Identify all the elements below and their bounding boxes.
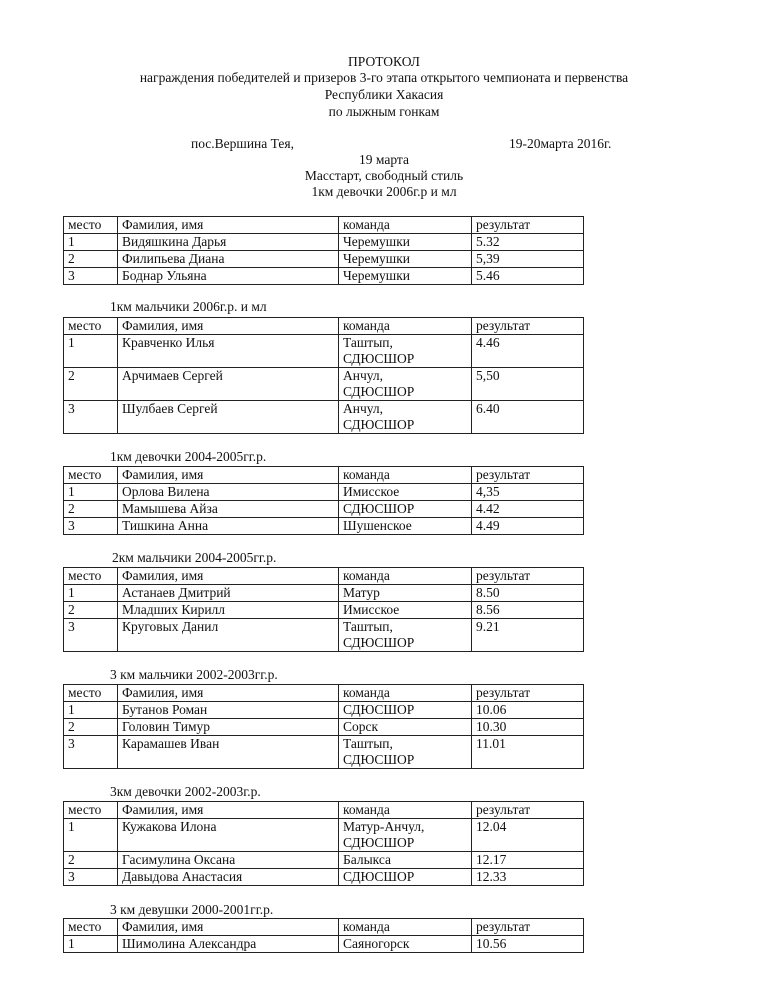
column-header-result: результат bbox=[472, 685, 584, 702]
column-header-name: Фамилия, имя bbox=[118, 318, 339, 335]
cell-result: 4,35 bbox=[472, 484, 584, 501]
cell-place: 2 bbox=[64, 251, 118, 268]
results-table-2 bbox=[63, 317, 584, 434]
cell-athlete-name: Шулбаев Сергей bbox=[118, 401, 339, 434]
cell-athlete-name: Бутанов Роман bbox=[118, 702, 339, 719]
cell-result: 5,50 bbox=[472, 368, 584, 401]
cell-place: 3 bbox=[64, 736, 118, 769]
cell-result: 5.46 bbox=[472, 268, 584, 285]
table-row bbox=[64, 368, 584, 401]
cell-athlete-name: Астанаев Дмитрий bbox=[118, 585, 339, 602]
column-header-result: результат bbox=[472, 467, 584, 484]
cell-athlete-name: Арчимаев Сергей bbox=[118, 368, 339, 401]
cell-team: Черемушки bbox=[339, 234, 472, 251]
table-header-row bbox=[64, 217, 584, 234]
section-caption-5: 3 км мальчики 2002-2003гг.р. bbox=[110, 667, 278, 682]
section-caption-6: 3км девочки 2002-2003г.р. bbox=[110, 784, 261, 799]
cell-team: Анчул, СДЮСШОР bbox=[339, 368, 472, 401]
protocol-subtitle-line1: награждения победителей и призеров 3-го этапа открытого чемпионата и первенства bbox=[139, 70, 629, 85]
cell-place: 1 bbox=[64, 819, 118, 852]
cell-result: 12.04 bbox=[472, 819, 584, 852]
cell-place: 3 bbox=[64, 401, 118, 434]
column-header-name: Фамилия, имя bbox=[118, 802, 339, 819]
table-row bbox=[64, 719, 584, 736]
column-header-result: результат bbox=[472, 568, 584, 585]
cell-athlete-name: Тишкина Анна bbox=[118, 518, 339, 535]
cell-team: Таштып, СДЮСШОР bbox=[339, 736, 472, 769]
column-header-name: Фамилия, имя bbox=[118, 217, 339, 234]
results-table-1 bbox=[63, 216, 584, 285]
column-header-name: Фамилия, имя bbox=[118, 467, 339, 484]
cell-team: СДЮСШОР bbox=[339, 501, 472, 518]
table-header-row bbox=[64, 802, 584, 819]
cell-team: Черемушки bbox=[339, 251, 472, 268]
table-row bbox=[64, 335, 584, 368]
table-row bbox=[64, 518, 584, 535]
column-header-name: Фамилия, имя bbox=[118, 919, 339, 936]
cell-athlete-name: Карамашев Иван bbox=[118, 736, 339, 769]
cell-athlete-name: Видяшкина Дарья bbox=[118, 234, 339, 251]
cell-athlete-name: Гасимулина Оксана bbox=[118, 852, 339, 869]
cell-athlete-name: Мамышева Айза bbox=[118, 501, 339, 518]
column-header-team: команда bbox=[339, 919, 472, 936]
event-location: пос.Вершина Тея, bbox=[191, 136, 294, 151]
cell-place: 3 bbox=[64, 619, 118, 652]
table-row bbox=[64, 602, 584, 619]
cell-place: 2 bbox=[64, 602, 118, 619]
column-header-result: результат bbox=[472, 217, 584, 234]
cell-place: 3 bbox=[64, 268, 118, 285]
event-style: Масстарт, свободный стиль bbox=[304, 168, 464, 183]
cell-athlete-name: Кужакова Илона bbox=[118, 819, 339, 852]
table-row bbox=[64, 585, 584, 602]
table-row bbox=[64, 702, 584, 719]
table-row bbox=[64, 619, 584, 652]
column-header-place: место bbox=[64, 318, 118, 335]
section-caption-7: 3 км девушки 2000-2001гг.р. bbox=[110, 902, 274, 917]
table-header-row bbox=[64, 318, 584, 335]
table-row bbox=[64, 501, 584, 518]
cell-team: Матур-Анчул, СДЮСШОР bbox=[339, 819, 472, 852]
cell-place: 3 bbox=[64, 518, 118, 535]
cell-athlete-name: Головин Тимур bbox=[118, 719, 339, 736]
cell-place: 2 bbox=[64, 852, 118, 869]
cell-result: 5,39 bbox=[472, 251, 584, 268]
cell-athlete-name: Круговых Данил bbox=[118, 619, 339, 652]
section-caption-3: 1км девочки 2004-2005гг.р. bbox=[110, 449, 267, 464]
cell-result: 4.46 bbox=[472, 335, 584, 368]
cell-place: 1 bbox=[64, 702, 118, 719]
cell-athlete-name: Филипьева Диана bbox=[118, 251, 339, 268]
results-table-5 bbox=[63, 684, 584, 769]
cell-place: 2 bbox=[64, 368, 118, 401]
section-caption-2: 1км мальчики 2006г.р. и мл bbox=[110, 299, 267, 314]
cell-place: 3 bbox=[64, 869, 118, 886]
cell-team: Саяногорск bbox=[339, 936, 472, 953]
cell-athlete-name: Кравченко Илья bbox=[118, 335, 339, 368]
cell-result: 8.56 bbox=[472, 602, 584, 619]
cell-team: Матур bbox=[339, 585, 472, 602]
column-header-name: Фамилия, имя bbox=[118, 685, 339, 702]
column-header-team: команда bbox=[339, 685, 472, 702]
column-header-result: результат bbox=[472, 318, 584, 335]
cell-team: Таштып, СДЮСШОР bbox=[339, 619, 472, 652]
protocol-subtitle-line2: Республики Хакасия bbox=[324, 87, 444, 102]
cell-result: 10.30 bbox=[472, 719, 584, 736]
table-row bbox=[64, 234, 584, 251]
column-header-place: место bbox=[64, 802, 118, 819]
cell-team: Имисское bbox=[339, 484, 472, 501]
section-caption-1: 1км девочки 2006г.р и мл bbox=[311, 184, 457, 199]
table-row bbox=[64, 869, 584, 886]
column-header-team: команда bbox=[339, 802, 472, 819]
table-row bbox=[64, 852, 584, 869]
cell-team: Анчул, СДЮСШОР bbox=[339, 401, 472, 434]
cell-athlete-name: Давыдова Анастасия bbox=[118, 869, 339, 886]
table-row bbox=[64, 251, 584, 268]
cell-result: 5.32 bbox=[472, 234, 584, 251]
cell-result: 10.56 bbox=[472, 936, 584, 953]
column-header-team: команда bbox=[339, 467, 472, 484]
table-row bbox=[64, 936, 584, 953]
cell-result: 12.17 bbox=[472, 852, 584, 869]
table-header-row bbox=[64, 685, 584, 702]
results-table-6 bbox=[63, 801, 584, 886]
cell-place: 1 bbox=[64, 484, 118, 501]
table-row bbox=[64, 736, 584, 769]
column-header-result: результат bbox=[472, 802, 584, 819]
cell-result: 8.50 bbox=[472, 585, 584, 602]
column-header-team: команда bbox=[339, 217, 472, 234]
section-caption-4: 2км мальчики 2004-2005гг.р. bbox=[112, 550, 277, 565]
cell-result: 4.42 bbox=[472, 501, 584, 518]
column-header-place: место bbox=[64, 919, 118, 936]
column-header-result: результат bbox=[472, 919, 584, 936]
cell-team: Сорск bbox=[339, 719, 472, 736]
table-row bbox=[64, 268, 584, 285]
column-header-team: команда bbox=[339, 318, 472, 335]
cell-result: 10.06 bbox=[472, 702, 584, 719]
cell-athlete-name: Орлова Вилена bbox=[118, 484, 339, 501]
cell-team: СДЮСШОР bbox=[339, 702, 472, 719]
cell-team: Таштып, СДЮСШОР bbox=[339, 335, 472, 368]
protocol-title: ПРОТОКОЛ bbox=[348, 54, 420, 69]
cell-result: 6.40 bbox=[472, 401, 584, 434]
results-table-3 bbox=[63, 466, 584, 535]
cell-team: Имисское bbox=[339, 602, 472, 619]
cell-athlete-name: Младших Кирилл bbox=[118, 602, 339, 619]
cell-place: 1 bbox=[64, 335, 118, 368]
table-row bbox=[64, 401, 584, 434]
table-header-row bbox=[64, 919, 584, 936]
results-table-4 bbox=[63, 567, 584, 652]
table-row bbox=[64, 484, 584, 501]
column-header-place: место bbox=[64, 568, 118, 585]
cell-place: 2 bbox=[64, 501, 118, 518]
column-header-team: команда bbox=[339, 568, 472, 585]
cell-result: 9.21 bbox=[472, 619, 584, 652]
table-header-row bbox=[64, 467, 584, 484]
cell-team: СДЮСШОР bbox=[339, 869, 472, 886]
table-header-row bbox=[64, 568, 584, 585]
cell-athlete-name: Боднар Ульяна bbox=[118, 268, 339, 285]
protocol-subtitle-line3: по лыжным гонкам bbox=[328, 104, 440, 119]
column-header-place: место bbox=[64, 217, 118, 234]
table-row bbox=[64, 819, 584, 852]
column-header-name: Фамилия, имя bbox=[118, 568, 339, 585]
cell-team: Балыкса bbox=[339, 852, 472, 869]
event-date: 19-20марта 2016г. bbox=[509, 136, 612, 151]
cell-place: 1 bbox=[64, 585, 118, 602]
cell-result: 12.33 bbox=[472, 869, 584, 886]
cell-place: 2 bbox=[64, 719, 118, 736]
column-header-place: место bbox=[64, 685, 118, 702]
cell-team: Шушенское bbox=[339, 518, 472, 535]
cell-result: 11.01 bbox=[472, 736, 584, 769]
cell-result: 4.49 bbox=[472, 518, 584, 535]
column-header-place: место bbox=[64, 467, 118, 484]
event-day: 19 марта bbox=[359, 152, 409, 167]
cell-place: 1 bbox=[64, 936, 118, 953]
cell-place: 1 bbox=[64, 234, 118, 251]
cell-athlete-name: Шимолина Александра bbox=[118, 936, 339, 953]
results-table-7 bbox=[63, 918, 584, 953]
cell-team: Черемушки bbox=[339, 268, 472, 285]
